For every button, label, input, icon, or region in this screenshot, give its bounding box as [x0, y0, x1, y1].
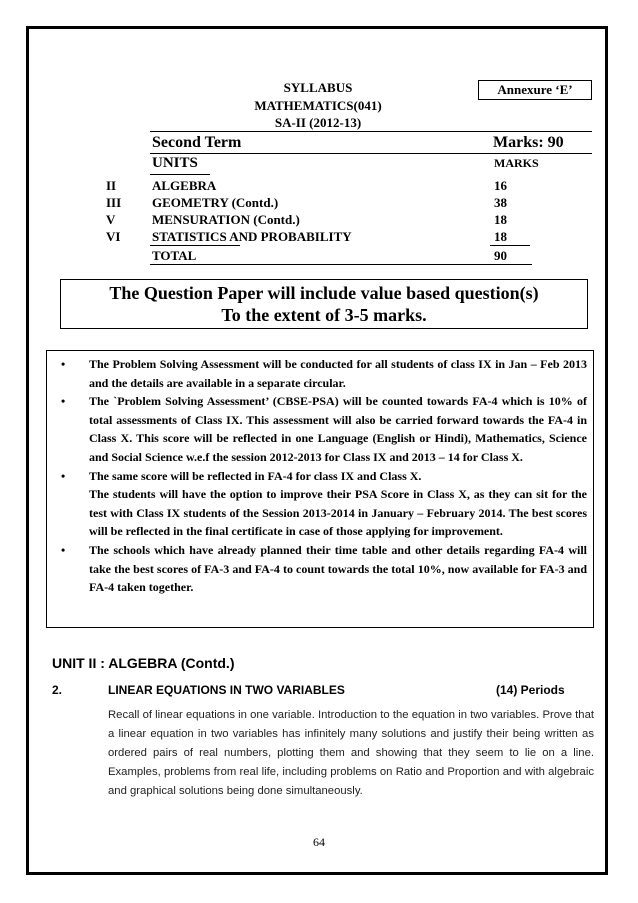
table-top-rule: [150, 131, 592, 132]
unit-name: GEOMETRY (Contd.): [152, 195, 279, 210]
marks-subtotal-rule: [490, 245, 530, 246]
unit-number: V: [106, 212, 116, 227]
list-item: [47, 392, 587, 466]
term-rule: [150, 153, 592, 154]
assessment-notes-box: [46, 350, 594, 628]
table-bottom-rule: [150, 264, 532, 265]
subject-title: MATHEMATICS(041): [254, 98, 382, 113]
unit-name: ALGEBRA: [152, 178, 217, 193]
notice-line-1: The Question Paper will include value based question(s): [109, 283, 539, 303]
total-marks: 90: [494, 248, 507, 263]
topic-periods: (14) Periods: [496, 683, 565, 697]
topic-number: 2.: [52, 683, 63, 697]
bullet-icon: •: [61, 468, 66, 483]
bullet-icon: •: [61, 357, 66, 371]
note-text-continued: The students will have the option to improve their PSA Score in Class X, as they can sit for the test with Class IX students of the Session 2013-2014 in January – February 2014. The best scores will be reflected in the final certificate in case of those applying for improvement.: [89, 487, 587, 539]
page-number: 64: [313, 835, 325, 849]
list-item: [47, 355, 587, 392]
notice-line-2: To the extent of 3-5 marks.: [221, 305, 427, 325]
list-item: [47, 467, 587, 541]
total-label: TOTAL: [152, 248, 197, 263]
note-text: The `Problem Solving Assessment’ (CBSE-PSA) will be counted towards FA-4 which is 10% of total assessments of Class IX. This assessment will also be carried forward towards the FA-4 in Class X. This score will be reflected in one Language (English or Hindi), Mathematics, Science and Social Science w.e.f the session 2012-2013 for Class IX and 2013 – 14 for Class X.: [89, 394, 587, 464]
note-text: The Problem Solving Assessment will be conducted for all students of class IX in Jan – Feb 2013 and the details are available in a separate circular.: [89, 357, 587, 390]
unit-number: VI: [106, 229, 121, 244]
unit-number: III: [106, 195, 122, 210]
value-based-notice: [60, 279, 588, 329]
units-header: UNITS: [152, 155, 198, 171]
unit-marks: 38: [494, 195, 507, 210]
unit-marks: 18: [494, 212, 507, 227]
stats-underline: [150, 245, 240, 246]
unit-heading: UNIT II : ALGEBRA (Contd.): [52, 655, 235, 671]
assessment-notes-list: [47, 351, 593, 597]
unit-marks: 18: [494, 229, 507, 244]
note-text: The schools which have already planned their time table and other details regarding FA-4 will take the best scores of FA-3 and FA-4 to count towards the total 10%, now available for FA-3 and FA-4 taken together.: [89, 542, 587, 595]
list-item: [47, 541, 587, 597]
syllabus-title: SYLLABUS: [283, 80, 353, 95]
topic-title: LINEAR EQUATIONS IN TWO VARIABLES: [108, 683, 345, 697]
bullet-icon: •: [61, 394, 66, 409]
units-underline: [150, 174, 210, 175]
note-text: The same score will be reflected in FA-4 for class IX and Class X.: [89, 468, 422, 483]
unit-name: STATISTICS AND PROBABILITY: [152, 229, 352, 244]
term-marks: Marks: 90: [493, 134, 564, 151]
topic-description: Recall of linear equations in one variable. Introduction to the equation in two variables. Prove that a linear equation in two variables has infinitely many solutions and justify their being written as ordered pairs of real numbers, plotting them and showing that they seem to lie on a line. Examples, problems from real life, including problems on Ratio and Proportion and with algebraic and graphical solutions being done simultaneously.: [108, 709, 594, 797]
unit-name: MENSURATION (Contd.): [152, 212, 300, 227]
bullet-icon: •: [61, 542, 66, 557]
term-title: Second Term: [152, 134, 242, 151]
unit-marks: 16: [494, 178, 507, 193]
marks-header: MARKS: [494, 156, 539, 170]
annexure-label: Annexure ‘E’: [478, 80, 592, 100]
session-title: SA-II (2012-13): [274, 115, 362, 130]
unit-number: II: [106, 178, 117, 193]
